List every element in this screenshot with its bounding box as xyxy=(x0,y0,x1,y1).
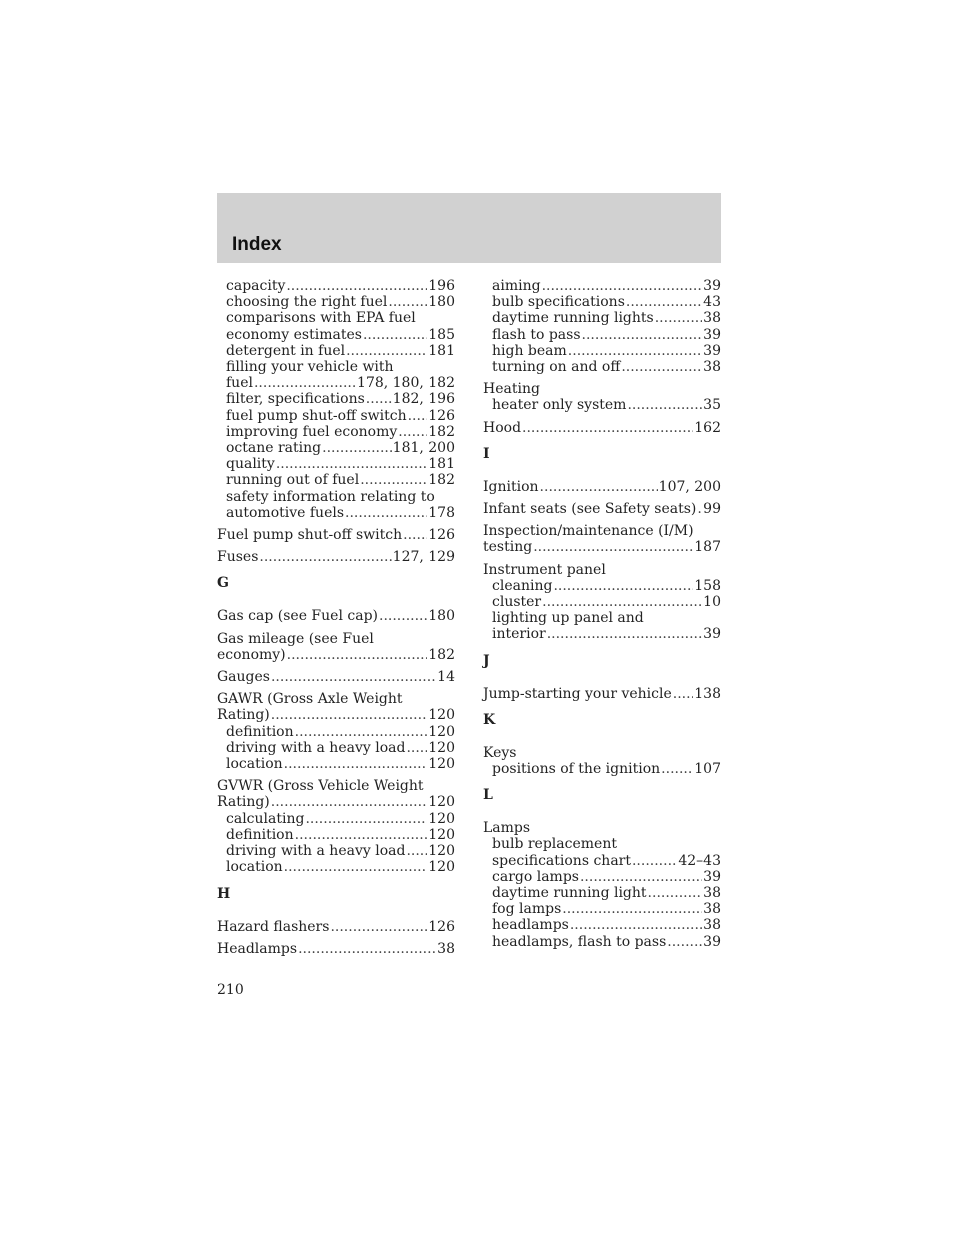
entry-text: fog lamps xyxy=(492,901,562,918)
entry-text: daytime running light xyxy=(492,885,647,902)
entry-page: 182 xyxy=(428,423,455,440)
index-entry xyxy=(483,501,721,517)
entry-text: bulb replacement xyxy=(492,836,617,853)
section-letter: G xyxy=(217,575,229,592)
index-subentry xyxy=(483,294,721,310)
entry-text: definition xyxy=(226,826,294,843)
entry-text: Rating) xyxy=(217,707,270,724)
dot-leader xyxy=(553,578,693,594)
entry-text: Heating xyxy=(483,381,540,398)
index-entry xyxy=(217,794,455,810)
section-letter: L xyxy=(483,787,493,804)
entry-page: 138 xyxy=(694,685,721,702)
entry-text: Rating) xyxy=(217,794,270,811)
dot-leader xyxy=(284,756,428,772)
dot-leader xyxy=(363,327,427,343)
entry-text: filling your vehicle with xyxy=(226,359,394,376)
index-entry xyxy=(217,527,455,543)
entry-page: 120 xyxy=(428,794,455,811)
entry-text: comparisons with EPA fuel xyxy=(226,310,416,327)
dot-leader xyxy=(570,917,702,933)
entry-page: 126 xyxy=(428,407,455,424)
entry-page: 120 xyxy=(428,739,455,756)
entry-page: 43 xyxy=(703,294,721,311)
entry-page: 162 xyxy=(694,419,721,436)
entry-text: Fuel pump shut-off switch xyxy=(217,527,403,544)
entry-text: flash to pass xyxy=(492,326,581,343)
entry-text: Instrument panel xyxy=(483,561,606,578)
index-subentry xyxy=(217,440,455,456)
entry-text: location xyxy=(226,859,283,876)
dot-leader xyxy=(398,424,427,440)
dot-leader xyxy=(388,294,427,310)
entry-text: driving with a heavy load xyxy=(226,739,406,756)
index-entry xyxy=(217,941,455,957)
dot-leader xyxy=(322,440,392,456)
entry-text: positions of the ignition xyxy=(492,761,661,778)
entry-page: 181, 200 xyxy=(392,440,455,457)
index-entry xyxy=(483,745,721,761)
page-title: Index xyxy=(232,234,282,255)
entry-text: cleaning xyxy=(492,577,553,594)
index-column-right xyxy=(483,278,721,950)
entry-text: quality xyxy=(226,456,275,473)
entry-text: Keys xyxy=(483,744,517,761)
dot-leader xyxy=(271,707,428,723)
page-number: 210 xyxy=(217,982,244,998)
index-entry xyxy=(483,523,721,539)
index-subentry xyxy=(483,327,721,343)
entry-text: lighting up panel and xyxy=(492,610,644,627)
entry-page: 182 xyxy=(428,472,455,489)
index-subentry xyxy=(217,756,455,772)
dot-leader xyxy=(298,941,436,957)
entry-text: Headlamps xyxy=(217,940,298,957)
entry-page: 182, 196 xyxy=(392,391,455,408)
dot-leader xyxy=(667,934,702,950)
entry-text: GAWR (Gross Axle Weight xyxy=(217,691,403,708)
dot-leader xyxy=(271,794,428,810)
index-subentry xyxy=(217,740,455,756)
entry-text: Gas mileage (see Fuel xyxy=(217,630,374,647)
entry-page: 178 xyxy=(428,504,455,521)
entry-page: 196 xyxy=(428,278,455,294)
entry-page: 39 xyxy=(703,278,721,294)
index-subentry xyxy=(217,278,455,294)
index-entry xyxy=(483,820,721,836)
section-letter: J xyxy=(483,652,490,669)
index-entry xyxy=(217,707,455,723)
dot-leader xyxy=(406,843,427,859)
index-entry xyxy=(483,686,721,702)
index-subentry xyxy=(217,391,455,407)
entry-text: choosing the right fuel xyxy=(226,294,388,311)
header-band xyxy=(217,193,721,263)
entry-text: capacity xyxy=(226,278,286,294)
index-subentry xyxy=(483,578,721,594)
entry-page: 120 xyxy=(428,826,455,843)
entry-text: cluster xyxy=(492,594,542,611)
dot-leader xyxy=(259,549,391,565)
dot-leader xyxy=(648,885,703,901)
index-entry xyxy=(217,647,455,663)
entry-text: high beam xyxy=(492,342,567,359)
index-subentry xyxy=(217,724,455,740)
entry-text: safety information relating to xyxy=(226,488,435,505)
dot-leader xyxy=(345,505,427,521)
entry-page: 38 xyxy=(703,917,721,934)
index-subentry xyxy=(217,424,455,440)
entry-page: 185 xyxy=(428,326,455,343)
dot-leader xyxy=(295,827,428,843)
dot-leader xyxy=(330,919,427,935)
index-subentry xyxy=(483,610,721,626)
index-entry xyxy=(483,539,721,555)
entry-text: detergent in fuel xyxy=(226,342,346,359)
entry-page: 38 xyxy=(703,310,721,327)
entry-text: Ignition xyxy=(483,478,539,495)
index-subentry xyxy=(483,594,721,610)
dot-leader xyxy=(621,359,702,375)
entry-text: interior xyxy=(492,626,546,643)
dot-leader xyxy=(580,869,702,885)
dot-leader xyxy=(408,408,428,424)
entry-text: Lamps xyxy=(483,820,531,837)
dot-leader xyxy=(271,669,436,685)
entry-page: 180 xyxy=(428,294,455,311)
dot-leader xyxy=(540,479,658,495)
index-subentry xyxy=(483,626,721,642)
index-subentry xyxy=(217,375,455,391)
dot-leader xyxy=(655,310,702,326)
index-subentry xyxy=(483,397,721,413)
entry-page: 39 xyxy=(703,933,721,950)
index-subentry xyxy=(483,917,721,933)
index-subentry xyxy=(217,827,455,843)
index-subentry xyxy=(217,327,455,343)
dot-leader xyxy=(346,343,427,359)
index-subentry xyxy=(217,408,455,424)
entry-text: driving with a heavy load xyxy=(226,843,406,860)
index-subentry xyxy=(483,343,721,359)
index-entry xyxy=(217,778,455,794)
dot-leader xyxy=(626,294,702,310)
dot-leader xyxy=(305,811,427,827)
index-subentry xyxy=(483,934,721,950)
entry-page: 14 xyxy=(437,669,455,686)
index-entry xyxy=(217,919,455,935)
entry-text: fuel pump shut-off switch xyxy=(226,407,407,424)
entry-text: Gas cap (see Fuel cap) xyxy=(217,608,378,625)
entry-page: 39 xyxy=(703,342,721,359)
index-subentry xyxy=(217,489,455,505)
dot-leader xyxy=(547,626,702,642)
index-subentry xyxy=(483,761,721,777)
entry-text: specifications chart xyxy=(492,852,631,869)
entry-page: 42–43 xyxy=(678,852,721,869)
index-subentry xyxy=(217,343,455,359)
index-subentry xyxy=(217,456,455,472)
dot-leader xyxy=(542,594,702,610)
dot-leader xyxy=(403,527,427,543)
entry-text: Gauges xyxy=(217,669,270,686)
index-subentry xyxy=(217,811,455,827)
entry-page: 38 xyxy=(703,885,721,902)
dot-leader xyxy=(661,761,693,777)
index-subentry xyxy=(483,885,721,901)
dot-leader xyxy=(406,740,427,756)
dot-leader xyxy=(562,901,702,917)
index-subentry xyxy=(483,836,721,852)
index-column-left xyxy=(217,278,455,957)
index-subentry xyxy=(483,853,721,869)
index-entry xyxy=(217,608,455,624)
entry-page: 181 xyxy=(428,342,455,359)
index-entry xyxy=(217,631,455,647)
entry-page: 181 xyxy=(428,456,455,473)
entry-page: 126 xyxy=(428,527,455,544)
section-letter: K xyxy=(483,711,496,728)
entry-text: economy) xyxy=(217,646,286,663)
entry-page: 120 xyxy=(428,810,455,827)
index-subentry xyxy=(483,359,721,375)
entry-page: 38 xyxy=(703,901,721,918)
dot-leader xyxy=(366,391,392,407)
entry-page: 38 xyxy=(703,359,721,376)
entry-page: 38 xyxy=(437,940,455,957)
entry-text: Infant seats (see Safety seats) xyxy=(483,501,697,518)
entry-text: aiming xyxy=(492,278,541,294)
entry-text: definition xyxy=(226,723,294,740)
entry-text: cargo lamps xyxy=(492,868,579,885)
entry-page: 120 xyxy=(428,707,455,724)
index-subentry xyxy=(217,294,455,310)
dot-leader xyxy=(360,472,427,488)
entry-page: 182 xyxy=(428,646,455,663)
section-letter: I xyxy=(483,445,490,462)
entry-text: Inspection/maintenance (I/M) xyxy=(483,523,694,540)
entry-text: GVWR (Gross Vehicle Weight xyxy=(217,778,424,795)
index-subentry xyxy=(217,472,455,488)
index-entry xyxy=(483,479,721,495)
entry-page: 187 xyxy=(694,539,721,556)
index-subentry xyxy=(217,859,455,875)
dot-leader xyxy=(568,343,702,359)
entry-text: Jump-starting your vehicle xyxy=(483,685,672,702)
entry-text: calculating xyxy=(226,810,305,827)
index-entry xyxy=(483,381,721,397)
dot-leader xyxy=(632,853,677,869)
entry-page: 10 xyxy=(703,594,721,611)
dot-leader xyxy=(295,724,428,740)
section-letter: H xyxy=(217,885,231,902)
index-subentry xyxy=(483,869,721,885)
index-entry xyxy=(217,691,455,707)
dot-leader xyxy=(379,608,427,624)
entry-page: 39 xyxy=(703,626,721,643)
dot-leader xyxy=(276,456,427,472)
dot-leader xyxy=(533,539,693,555)
index-subentry xyxy=(483,901,721,917)
entry-page: 180 xyxy=(428,608,455,625)
entry-text: headlamps, flash to pass xyxy=(492,933,667,950)
entry-page: 158 xyxy=(694,577,721,594)
entry-page: 127, 129 xyxy=(392,549,455,566)
entry-page: 120 xyxy=(428,723,455,740)
dot-leader xyxy=(284,859,428,875)
dot-leader xyxy=(582,327,703,343)
entry-page: 120 xyxy=(428,843,455,860)
entry-page: 126 xyxy=(428,918,455,935)
index-subentry xyxy=(217,843,455,859)
entry-text: Hood xyxy=(483,419,522,436)
entry-page: 107, 200 xyxy=(658,478,721,495)
index-subentry xyxy=(217,310,455,326)
dot-leader xyxy=(522,420,693,436)
entry-page: 107 xyxy=(694,761,721,778)
entry-text: Fuses xyxy=(217,549,259,566)
entry-page: 120 xyxy=(428,859,455,876)
entry-page: 35 xyxy=(703,397,721,414)
entry-page: 120 xyxy=(428,756,455,773)
entry-text: location xyxy=(226,756,283,773)
entry-page: 39 xyxy=(703,326,721,343)
dot-leader xyxy=(627,397,702,413)
index-subentry xyxy=(217,505,455,521)
dot-leader xyxy=(673,686,693,702)
dot-leader xyxy=(697,501,702,517)
entry-text: daytime running lights xyxy=(492,310,654,327)
entry-text: turning on and off xyxy=(492,359,621,376)
entry-text: economy estimates xyxy=(226,326,362,343)
entry-text: bulb specifications xyxy=(492,294,625,311)
entry-text: automotive fuels xyxy=(226,504,345,521)
dot-leader xyxy=(254,375,356,391)
index-entry xyxy=(483,420,721,436)
entry-text: heater only system xyxy=(492,397,627,414)
entry-text: testing xyxy=(483,539,533,556)
dot-leader xyxy=(286,278,427,294)
index-entry xyxy=(483,562,721,578)
entry-text: improving fuel economy xyxy=(226,423,398,440)
entry-page: 178, 180, 182 xyxy=(357,375,455,392)
entry-text: headlamps xyxy=(492,917,569,934)
entry-text: octane rating xyxy=(226,440,322,457)
index-entry xyxy=(217,669,455,685)
index-entry xyxy=(217,549,455,565)
dot-leader xyxy=(542,278,703,294)
index-subentry xyxy=(483,278,721,294)
dot-leader xyxy=(287,647,428,663)
entry-text: fuel xyxy=(226,375,253,392)
entry-page: 39 xyxy=(703,868,721,885)
entry-text: running out of fuel xyxy=(226,472,360,489)
entry-text: Hazard flashers xyxy=(217,918,330,935)
entry-text: filter, specifications xyxy=(226,391,365,408)
index-subentry xyxy=(217,359,455,375)
index-subentry xyxy=(483,310,721,326)
entry-page: 99 xyxy=(703,501,721,518)
